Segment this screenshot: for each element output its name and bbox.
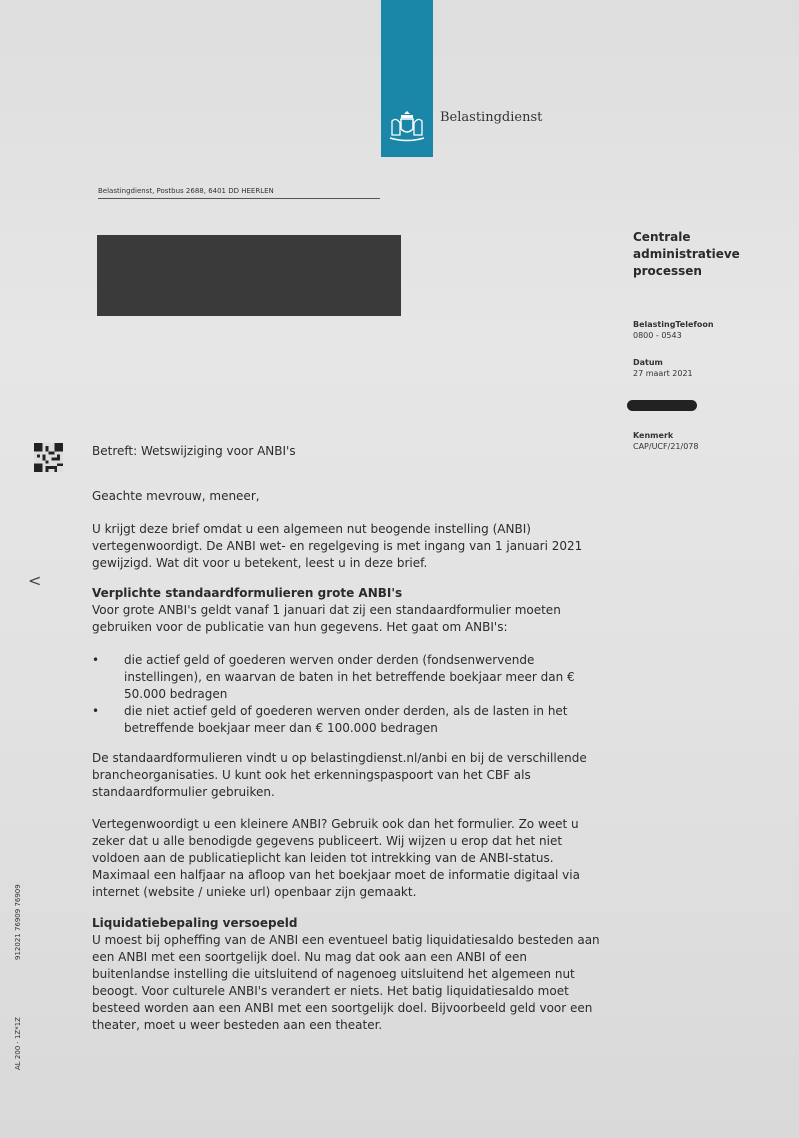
reference-value: CAP/UCF/21/078 <box>633 442 699 451</box>
margin-code: AL 200 · 1Z*1Z <box>14 1017 22 1070</box>
paragraph: De standaardformulieren vindt u op belastingdienst.nl/anbi en bij de verschillende brancheorganisaties. U kunt ook het erkenningspaspoort van het CBF als standaardformulier gebruiken. <box>92 751 587 799</box>
qr-code-icon <box>34 443 63 472</box>
margin-annotation-chevron-icon: < <box>28 571 42 590</box>
department-name <box>633 229 783 280</box>
margin-code: 912021 76909 76909 <box>14 884 22 960</box>
list-item: • die niet actief geld of goederen werven onder derden, als de lasten in het betreffende boekjaar meer dan € 100.000 bedragen <box>116 703 592 737</box>
coat-of-arms-logo <box>386 107 428 143</box>
phone-label: BelastingTelefoon <box>633 320 714 329</box>
section-heading: Verplichte standaardformulieren grote ANBI's <box>92 586 403 600</box>
brand-name: Belastingdienst <box>440 110 543 125</box>
section <box>92 915 607 1034</box>
intro-paragraph: U krijgt deze brief omdat u een algemeen nut beogende instelling (ANBI) vertegenwoordigt. De ANBI wet- en regelgeving is met ingang van 1 januari 2021 gewijzigd. Wat dit voor u betekent, leest u in deze brief. <box>92 522 583 570</box>
subject-line: Betreft: Wetswijziging voor ANBI's <box>92 444 296 458</box>
paragraph: Vertegenwoordigt u een kleinere ANBI? Gebruik ook dan het formulier. Zo weet u zeker dat u alle benodigde gegevens publiceert. Wij wijzen u erop dat het niet voldoen aan de publicatieplicht kan leiden tot intrekking van de ANBI-status. Maximaal een halfjaar na afloop van het boekjaar moet de informatie digitaal via internet (website / unieke url) openbaar zijn gemaakt. <box>92 817 580 899</box>
bullet-list <box>92 652 592 737</box>
department-line: processen <box>633 264 702 278</box>
department-line: Centrale <box>633 230 691 244</box>
department-line: administratieve <box>633 247 740 261</box>
section-text: U moest bij opheffing van de ANBI een eventueel batig liquidatiesaldo besteden aan een ANBI met een soortgelijk doel. Nu mag dat ook aan een ANBI of een buitenlandse instelling die uitsluitend of nagenoeg uitsluitend het algemeen nut beoogt. Voor culturele ANBI's verandert er niets. Het batig liquidatiesaldo moet besteed worden aan een ANBI met een soortgelijk doel. Bijvoorbeeld geld voor een theater, moet u weer besteden aan een theater. <box>92 933 600 1032</box>
reference-label: Kenmerk <box>633 431 674 440</box>
date-value: 27 maart 2021 <box>633 369 693 378</box>
section <box>92 585 612 636</box>
list-item: • die actief geld of goederen werven onder derden (fondsenwervende instellingen), en waarvan de baten in het betreffende boekjaar meer dan € 50.000 bedragen <box>116 652 592 703</box>
reference-block <box>633 430 783 452</box>
salutation: Geachte mevrouw, meneer, <box>92 489 260 503</box>
return-address: Belastingdienst, Postbus 2688, 6401 DD HEERLEN <box>98 187 380 199</box>
date-label: Datum <box>633 358 663 367</box>
section-heading: Liquidatiebepaling versoepeld <box>92 916 298 930</box>
date-block <box>633 357 783 379</box>
redacted-address-block <box>97 235 401 316</box>
phone-value: 0800 - 0543 <box>633 331 682 340</box>
section-text: Voor grote ANBI's geldt vanaf 1 januari dat zij een standaardformulier moeten gebruiken voor de publicatie van hun gegevens. Het gaat om ANBI's: <box>92 603 561 634</box>
phone-block <box>633 319 783 341</box>
redacted-reference <box>627 400 697 411</box>
